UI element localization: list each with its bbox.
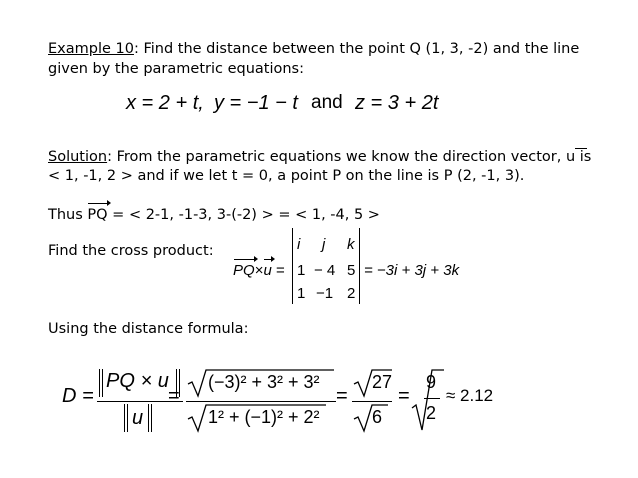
example-line-1: [48, 40, 579, 58]
matrix-r0c0: i: [297, 236, 301, 253]
matrix-r0c1: j: [322, 236, 326, 253]
equation-and: and: [311, 92, 343, 113]
pq-vector: PQ: [87, 207, 108, 223]
fraction-denominator: 2: [426, 403, 437, 423]
equation-z: z = 3 + 2t: [355, 92, 439, 114]
cross-lhs: [233, 262, 285, 279]
cross-result: = −3i + 3j + 3k: [364, 262, 460, 279]
fraction-bar-3: [352, 401, 392, 402]
example-heading: Example 10: [48, 41, 134, 57]
matrix-r0c2: k: [347, 236, 355, 253]
matrix-r1c2: 5: [347, 262, 356, 279]
matrix-r1c1: − 4: [314, 262, 336, 279]
determinant-left-bar: [292, 228, 293, 304]
pq-line: [48, 206, 380, 224]
solution-line-1: [48, 148, 591, 166]
pq-rest: = < 2-1, -1-3, 3-(-2) > = < 1, -4, 5 >: [107, 207, 380, 223]
distance-label: Using the distance formula:: [48, 321, 249, 337]
norm-bar: [99, 369, 100, 397]
u-vector-arrow: [575, 148, 587, 149]
cross-u-vector: u: [263, 262, 272, 279]
cross-operator: ×: [254, 262, 264, 279]
norm-bar: [124, 404, 125, 432]
matrix-r2c1: −1: [316, 285, 334, 302]
solution-heading: Solution: [48, 149, 108, 165]
example-text-1: : Find the distance between the point Q (1, 3, -2) and the line: [133, 41, 580, 57]
equation-y: y = −1 − t: [214, 92, 298, 114]
cross-equals: =: [275, 262, 285, 279]
norm-denominator: u: [132, 407, 144, 429]
radicand-1: (−3)² + 3² + 3²: [208, 372, 320, 392]
norm-numerator: PQ × u: [106, 370, 169, 392]
example-text-2: given by the parametric equations:: [48, 61, 304, 77]
radicand-2: 1² + (−1)² + 2²: [208, 407, 320, 427]
distance-D: D =: [62, 385, 94, 407]
fraction-bar-2: [186, 401, 336, 402]
approx-result: ≈ 2.12: [446, 386, 494, 405]
matrix-r2c0: 1: [297, 285, 306, 302]
pq-prefix: Thus: [48, 207, 88, 223]
norm-bar: [148, 404, 149, 432]
norm-bar: [127, 404, 128, 432]
fraction-bar-4: [424, 398, 440, 399]
determinant-right-bar: [359, 228, 360, 304]
norm-bar: [151, 404, 152, 432]
equals-1: =: [168, 385, 180, 407]
matrix-r1c0: 1: [297, 262, 306, 279]
radicand-27: 27: [372, 372, 393, 392]
equation-x: x = 2 + t,: [126, 92, 204, 114]
equals-2: =: [336, 385, 348, 407]
norm-bar: [102, 369, 103, 397]
equals-3: =: [398, 385, 410, 407]
cross-pq-vector: PQ: [233, 262, 255, 279]
cross-product-label: Find the cross product:: [48, 243, 214, 259]
solution-text-1: : From the parametric equations we know the direction vector, u is: [107, 149, 592, 165]
fraction-numerator: 9: [426, 372, 437, 392]
solution-text-2: < 1, -1, 2 > and if we let t = 0, a point P on the line is P (2, -1, 3).: [48, 168, 525, 184]
radicand-6: 6: [372, 407, 383, 427]
matrix-r2c2: 2: [347, 285, 356, 302]
